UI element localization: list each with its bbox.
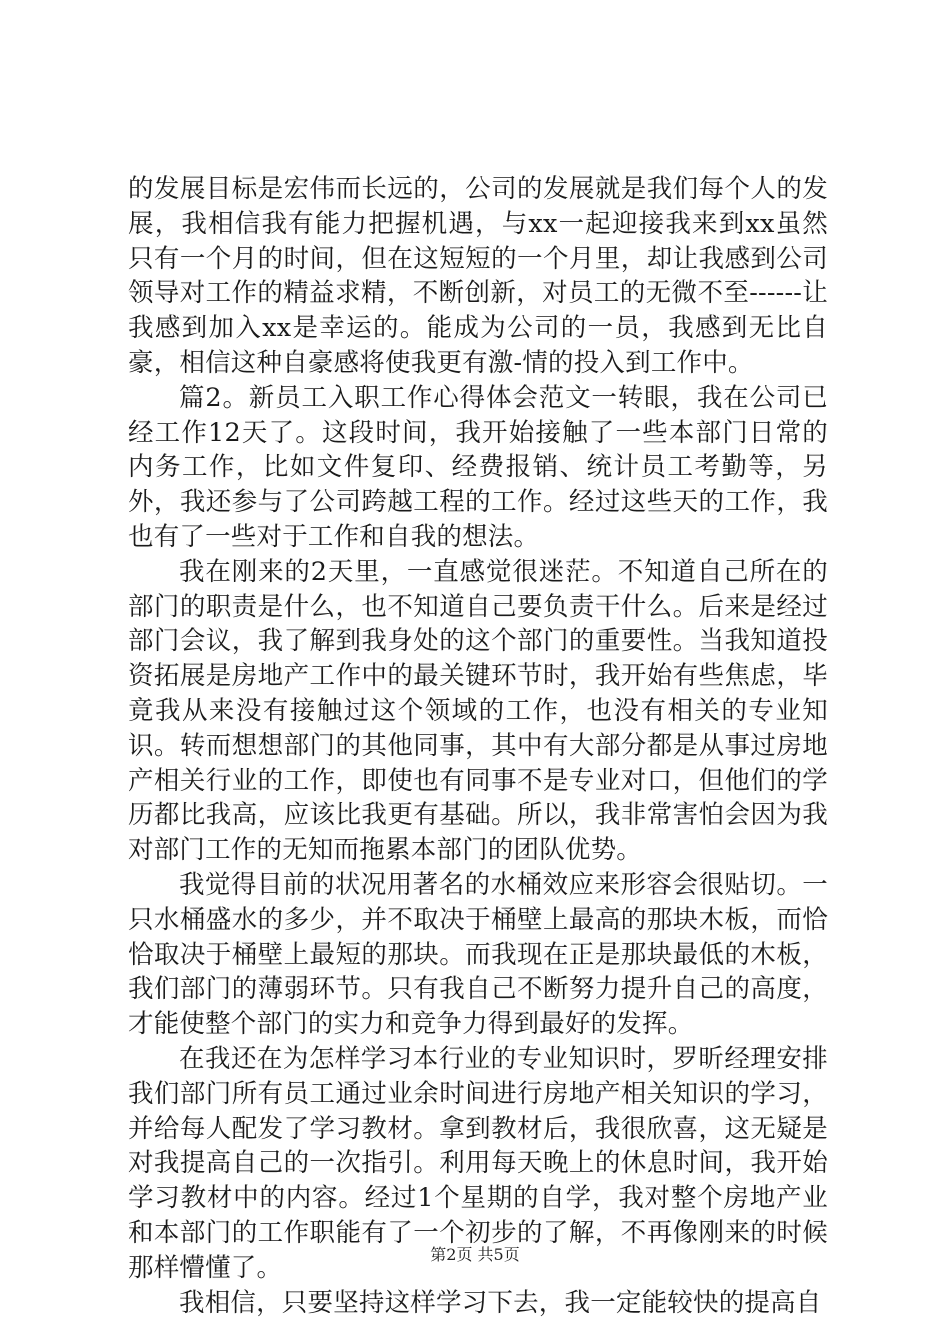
paragraph-continuation: 的发展目标是宏伟而长远的，公司的发展就是我们每个人的发展，我相信我有能力把握机遇，与xx一起迎接我来到xx虽然只有一个月的时间，但在这短短的一个月里，却让我感到公司领导对工作的精益求精，不断创新，对员工的无微不至------让我感到加入xx是幸运的。能成为公司的一员，我感到无比自豪，相信这种自豪感将使我更有激-情的投入到工作中。 (128, 174, 828, 378)
paragraph-first-days: 我在刚来的2天里，一直感觉很迷茫。不知道自己所在的部门的职责是什么，也不知道自己要负责干什么。后来是经过部门会议，我了解到我身处的这个部门的重要性。当我知道投资拓展是房地产工作中的最关键环节时，我开始有些焦虑，毕竟我从来没有接触过这个领域的工作，也没有相关的专业知识。转而想想部门的其他同事，其中有大部分都是从事过房地产相关行业的工作，即使也有同事不是专业对口，但他们的学历都比我高，应该比我更有基础。所以，我非常害怕会因为我对部门工作的无知而拖累本部门的团队优势。 (128, 556, 828, 866)
page-footer: 第2页 共5页 (430, 1245, 520, 1264)
paragraph-conclusion-start: 我相信，只要坚持这样学习下去，我一定能较快的提高自 (179, 1287, 822, 1318)
paragraph-article-2-intro: 篇2。新员工入职工作心得体会范文一转眼，我在公司已经工作12天了。这段时间，我开始接触了一些本部门日常的内务工作，比如文件复印、经费报销、统计员工考勤等，另外，我还参与了公司跨越工程的工作。经过这些天的工作，我也有了一些对于工作和自我的想法。 (128, 382, 828, 552)
paragraph-bucket-effect: 我觉得目前的状况用著名的水桶效应来形容会很贴切。一只水桶盛水的多少，并不取决于桶壁上最高的那块木板，而恰恰取决于桶壁上最短的那块。而我现在正是那块最低的木板，我们部门的薄弱环节。只有我自己不断努力提升自己的高度，才能使整个部门的实力和竞争力得到最好的发挥。 (128, 869, 828, 1040)
paragraph-study-materials: 在我还在为怎样学习本行业的专业知识时，罗昕经理安排我们部门所有员工通过业余时间进行房地产相关知识的学习，并给每人配发了学习教材。拿到教材后，我很欣喜，这无疑是对我提高自己的一次指引。利用每天晚上的休息时间，我开始学习教材中的内容。经过1个星期的自学，我对整个房地产业和本部门的工作职能有了一个初步的了解，不再像刚来的时候那样懵懂了。 (128, 1043, 828, 1283)
document-body (128, 172, 828, 1320)
